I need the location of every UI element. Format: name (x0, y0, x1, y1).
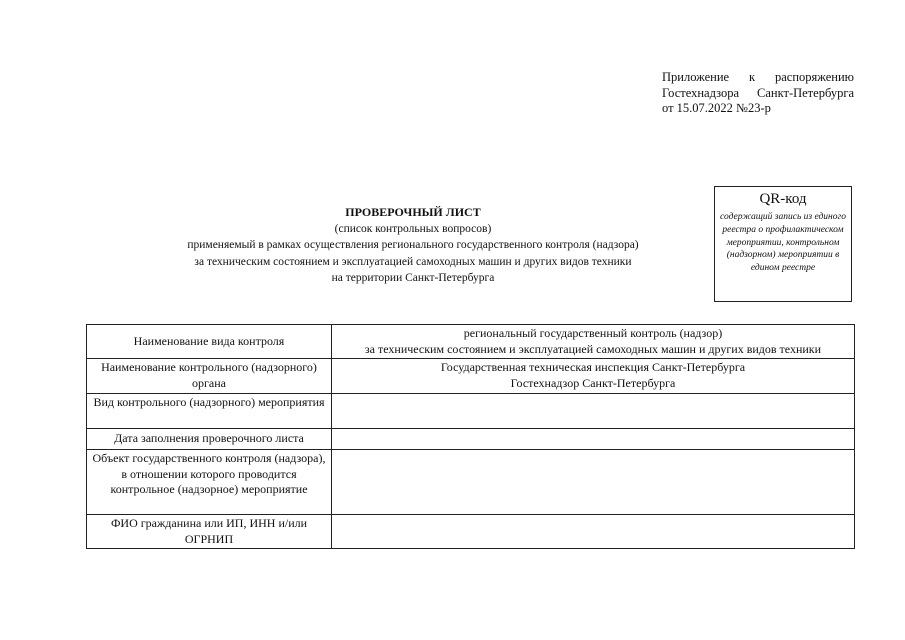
authority-name-label: Наименование контрольного (надзорного) органа (87, 359, 332, 394)
table-row (87, 429, 855, 450)
fill-date-label: Дата заполнения проверочного листа (87, 429, 332, 450)
appendix-line-1: Приложение к распоряжению (662, 70, 854, 84)
inspection-type-field[interactable] (332, 394, 855, 429)
table-row (87, 450, 855, 515)
qr-code-description: содержащий запись из единого реестра о профилактическом мероприятии, контрольном (надзорном) мероприятии в едином реестре (720, 212, 846, 274)
table-row (87, 394, 855, 429)
inspection-type-label: Вид контрольного (надзорного) мероприятия (87, 394, 332, 429)
table-row (87, 515, 855, 549)
person-id-field[interactable] (332, 515, 855, 549)
table-row (87, 325, 855, 359)
subtitle-line-2: применяемый в рамках осуществления регионального государственного контроля (надзора) (187, 239, 639, 251)
fill-date-field[interactable] (332, 429, 855, 450)
appendix-line-2: Гостехнадзора Санкт-Петербурга (662, 85, 854, 100)
document-heading: ПРОВЕРОЧНЫЙ ЛИСТ (345, 205, 481, 219)
subtitle-line-3: за техническим состоянием и эксплуатацией самоходных машин и других видов техники (194, 255, 632, 268)
authority-name-value-line-1: Государственная техническая инспекция Санкт-Петербурга (440, 360, 746, 374)
qr-code-placeholder (714, 186, 852, 302)
subtitle-line-4: на территории Санкт-Петербурга (331, 272, 495, 284)
authority-name-value-line-2: Гостехнадзор Санкт-Петербурга (510, 375, 676, 390)
person-id-label: ФИО гражданина или ИП, ИНН и/или ОГРНИП (87, 515, 332, 549)
appendix-line-3: от 15.07.2022 №23-р (662, 101, 771, 115)
control-type-value-line-2: за техническим состоянием и эксплуатацией самоходных машин и других видов техники (364, 341, 822, 356)
subtitle-line-1: (список контрольных вопросов) (334, 222, 492, 235)
control-type-value (332, 325, 855, 359)
control-type-label: Наименование вида контроля (87, 325, 332, 359)
table-row (87, 359, 855, 394)
appendix-note (662, 70, 854, 117)
document-title-block (170, 204, 656, 287)
control-object-label: Объект государственного контроля (надзора), в отношении которого проводится контрольное (надзорное) мероприятие (87, 450, 332, 515)
checklist-info-table (86, 324, 855, 549)
control-object-field[interactable] (332, 450, 855, 515)
qr-code-title: QR-код (759, 191, 807, 207)
authority-name-value (332, 359, 855, 394)
control-type-value-line-1: региональный государственный контроль (надзор) (463, 326, 723, 340)
